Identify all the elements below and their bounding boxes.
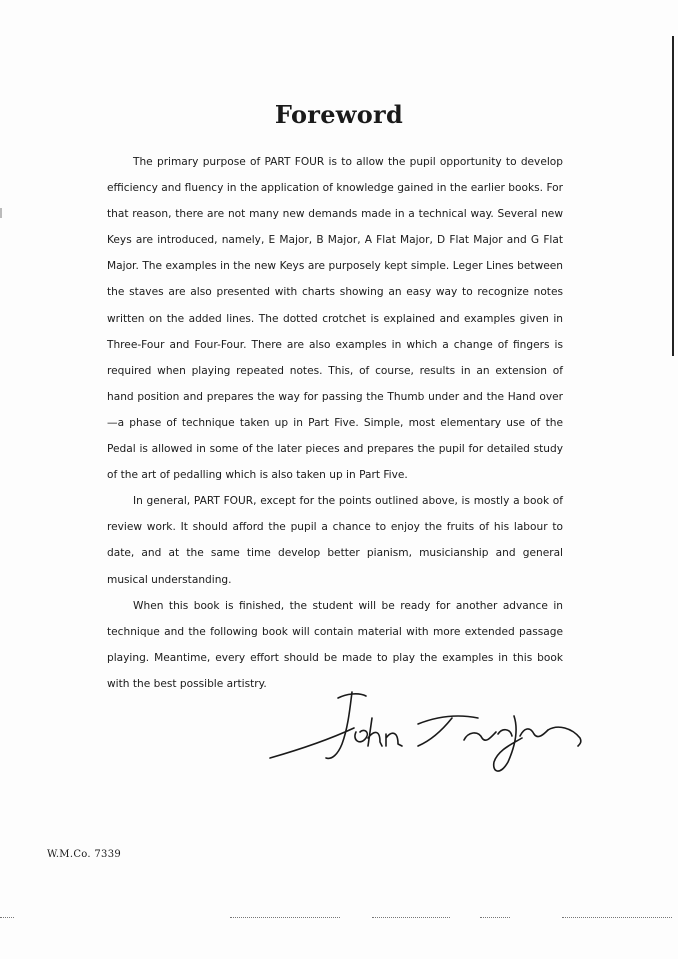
paragraph-conclusion: When this book is finished, the student will be ready for another advance in technique and the following book will contain material with more extended passage playing. Meantime, every effort should be made to play the examples in this book with the best possible artistry. <box>107 599 563 690</box>
scan-edge-line <box>672 36 674 356</box>
scan-artifact <box>480 917 510 919</box>
page-title: Foreword <box>274 100 404 129</box>
scan-artifact <box>562 917 672 919</box>
scan-artifact <box>0 917 14 919</box>
paragraph-review: In general, PART FOUR, except for the points outlined above, is mostly a book of review work. It should afford the pupil a chance to enjoy the fruits of his labour to date, and at the same time develop better pianism, musicianship and general musical understanding. <box>107 495 563 586</box>
scan-edge-mark <box>0 208 2 218</box>
scan-artifact <box>372 917 450 919</box>
author-signature <box>268 688 584 780</box>
paragraph-purpose: The primary purpose of PART FOUR is to allow the pupil opportunity to develop efficiency and fluency in the application of knowledge gained in the earlier books. For that reason, there are not many new demands made in a technical way. Several new Keys are introduced, namely, E Major, B Major, A Flat Major, D Flat Major and G Flat Major. The examples in the new Keys are purposely kept simple. Leger Lines between the staves are also presented with charts showing an easy way to recognize notes written on the added lines. The dotted crotchet is explained and examples given in Three-Four and Four-Four. There are also examples in which a change of fingers is required when playing repeated notes. This, of course, results in an extension of hand position and prepares the way for passing the Thumb under and the Hand over—a phase of technique taken up in Part Five. Simple, most elementary use of the Pedal is allowed in some of the later pieces and prepares the pupil for detailed study of the art of pedalling which is also taken up in Part Five. <box>107 156 563 482</box>
scan-artifact <box>230 917 340 919</box>
foreword-body <box>107 149 563 697</box>
publisher-code: W.M.Co. 7339 <box>47 849 122 860</box>
